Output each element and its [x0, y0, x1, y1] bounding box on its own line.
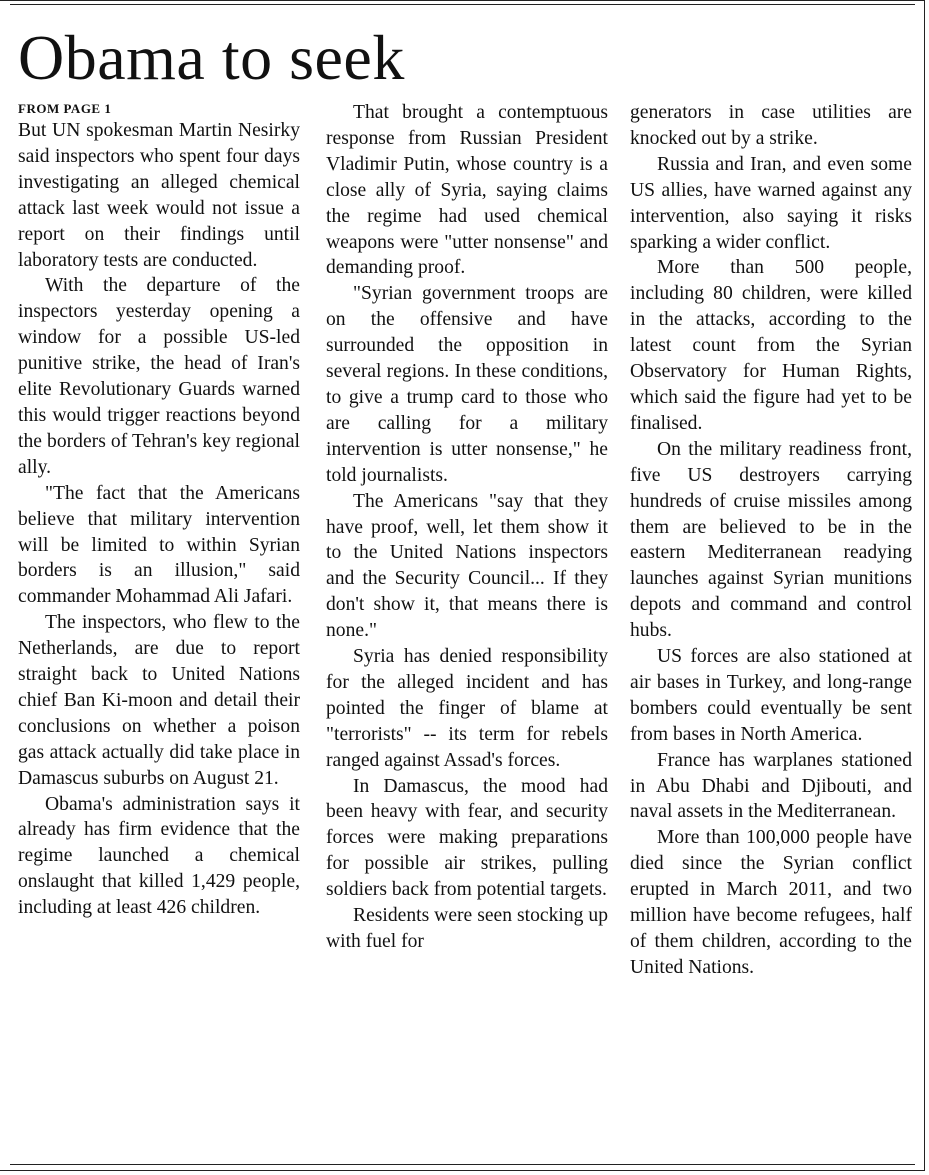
- paragraph: The Americans "say that they have proof, well, let them show it to the United Nations inspectors and the Security Council... If they don't show it, that means there is none.": [326, 490, 608, 642]
- paragraph: generators in case utilities are knocked out by a strike.: [630, 102, 912, 149]
- paragraph: Obama's administration says it already has firm evidence that the regime launched a chemical onslaught that killed 1,429 people, including at least 426 children.: [18, 793, 300, 919]
- paragraph: But UN spokesman Martin Nesirky said inspectors who spent four days investigating an alleged chemical attack last week would not issue a report on their findings until laboratory tests are conducted.: [18, 120, 300, 271]
- paragraph: More than 500 people, including 80 children, were killed in the attacks, according to the latest count from the Syrian Observatory for Human Rights, which said the figure had yet to be finalised.: [630, 257, 912, 434]
- paragraph: More than 100,000 people have died since the Syrian conflict erupted in March 2011, and two million have become refugees, half of them children, according to the United Nations.: [630, 827, 912, 978]
- bottom-rule: [10, 1164, 915, 1165]
- paragraph: The inspectors, who flew to the Netherlands, are due to report straight back to United Nations chief Ban Ki-moon and detail their conclusions on whether a poison gas attack actually did take place in Damascus suburbs on August 21.: [18, 612, 300, 789]
- paragraph: In Damascus, the mood had been heavy with fear, and security forces were making preparations for possible air strikes, pulling soldiers back from potential targets.: [326, 775, 608, 901]
- paragraph: Residents were seen stocking up with fuel for: [326, 905, 608, 952]
- paragraph: On the military readiness front, five US destroyers carrying hundreds of cruise missiles among them are believed to be in the eastern Mediterranean readying launches against Syrian munitions depots and command and control hubs.: [630, 438, 912, 642]
- headline: Obama to seek: [18, 22, 405, 93]
- paragraph: With the departure of the inspectors yesterday opening a window for a possible US-led punitive strike, the head of Iran's elite Revolutionary Guards warned this would trigger reactions beyond the borders of Tehran's key regional ally.: [18, 275, 300, 478]
- paragraph: Syria has denied responsibility for the alleged incident and has pointed the finger of blame at "terrorists" -- its term for rebels ranged against Assad's forces.: [326, 646, 608, 771]
- paragraph: That brought a contemptuous response from Russian President Vladimir Putin, whose country is a close ally of Syria, saying claims the regime had used chemical weapons were "utter nonsense" and demanding proof.: [326, 102, 608, 279]
- paragraph: "The fact that the Americans believe that military intervention will be limited to within Syrian borders is an illusion," said commander Mohammad Ali Jafari.: [18, 482, 300, 608]
- paragraph: Russia and Iran, and even some US allies, have warned against any intervention, also saying it risks sparking a wider conflict.: [630, 153, 912, 253]
- paragraph: US forces are also stationed at air bases in Turkey, and long-range bombers could eventually be sent from bases in North America.: [630, 646, 912, 745]
- article-column-2: [326, 100, 608, 1160]
- paragraph: France has warplanes stationed in Abu Dhabi and Djibouti, and naval assets in the Mediterranean.: [630, 749, 912, 823]
- top-rule: [10, 4, 915, 5]
- article-column-3: [630, 100, 912, 1160]
- jump-kicker: FROM PAGE 1: [18, 101, 112, 116]
- article-column-1: [18, 100, 300, 1160]
- paragraph: "Syrian government troops are on the offensive and have surrounded the opposition in several regions. In these conditions, to give a trump card to those who are calling for a military intervention is utter nonsense," he told journalists.: [326, 283, 608, 486]
